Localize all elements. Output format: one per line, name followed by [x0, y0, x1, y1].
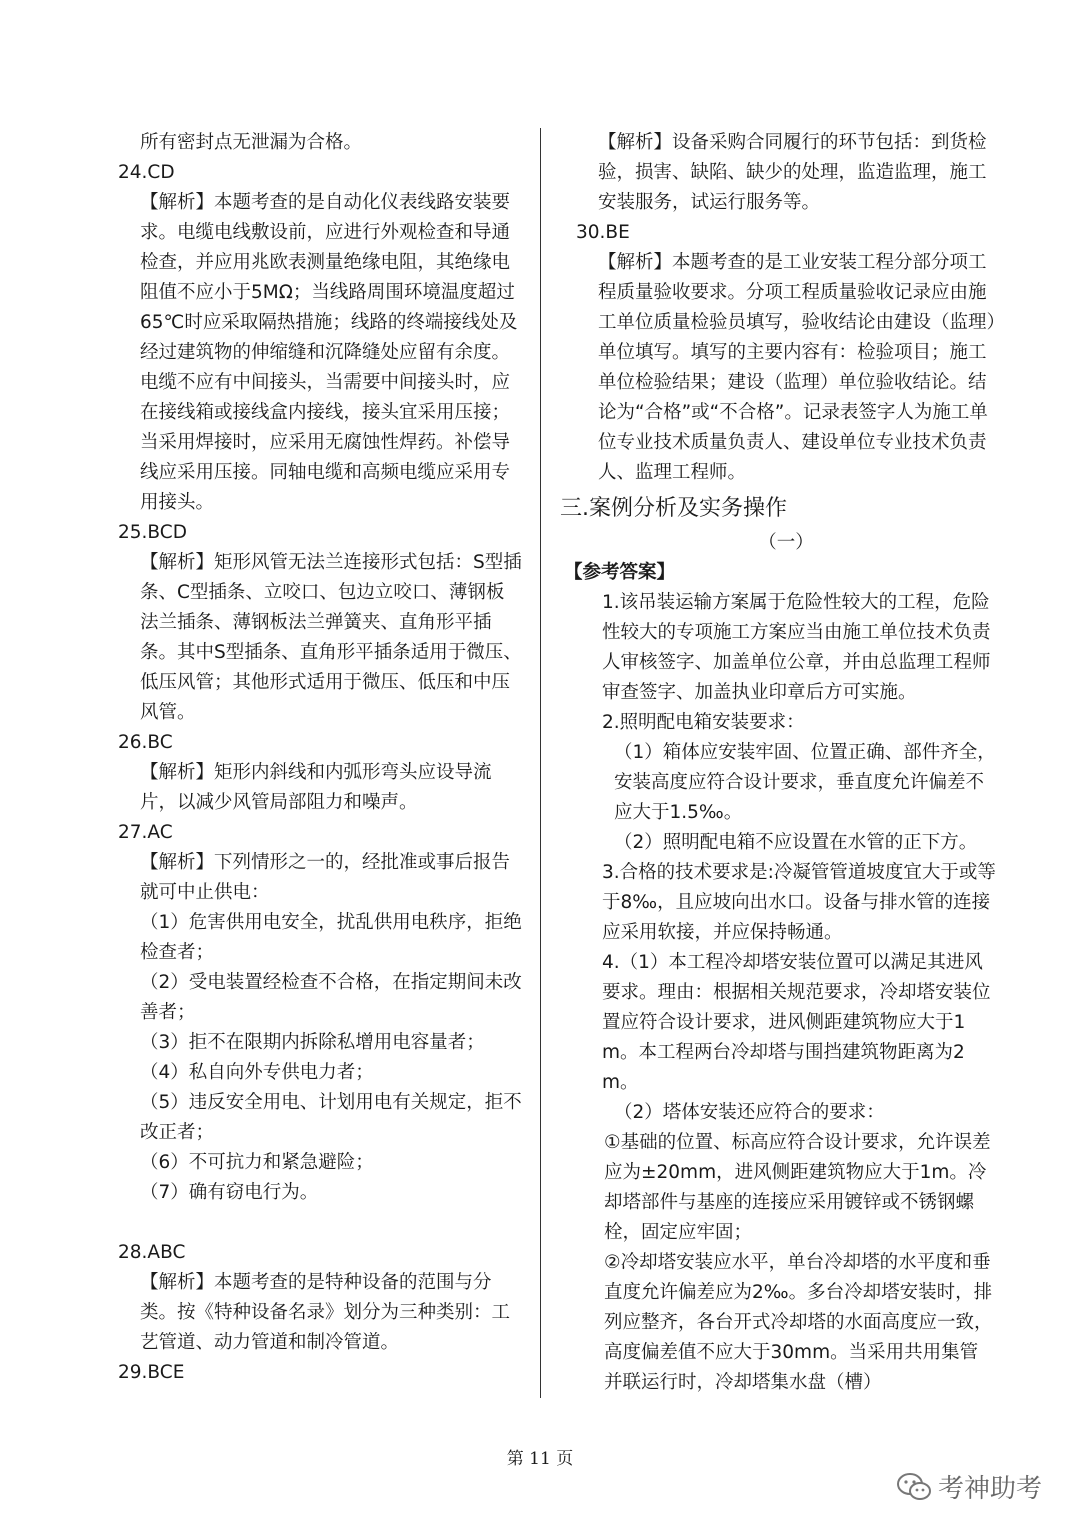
paragraph: （7）确有窃电行为。 [140, 1182, 319, 1203]
paragraph: 【解析】矩形内斜线和内弧形弯头应设导流片，以减少风管局部阻力和噪声。 [140, 762, 492, 813]
case-number: （一） [758, 532, 814, 553]
answer-label: 【参考答案】 [564, 562, 676, 583]
watermark [896, 1468, 1042, 1505]
right-top-content [576, 128, 996, 488]
paragraph: 1.该吊装运输方案属于危险性较大的工程，危险性较大的专项施工方案应当由施工单位技术负责人审核签字、加盖单位公章，并由总监理工程师审查签字、加盖执业印章后方可实施。 [602, 592, 991, 703]
paragraph: 所有密封点无泄漏为合格。 [140, 132, 363, 153]
paragraph: 【解析】下列情形之一的，经批准或事后报告就可中止供电： [140, 852, 511, 903]
paragraph: 【解析】本题考查的是特种设备的范围与分类。按《特种设备名录》划分为三种类别：工艺管道、动力管道和制冷管道。 [140, 1272, 511, 1353]
watermark-text: 考神助考 [937, 1474, 1042, 1504]
paragraph: 4.（1）本工程冷却塔安装位置可以满足其进风要求。理由：根据相关规范要求，冷却塔安装位置应符合设计要求，进风侧距建筑物应大于1m。本工程两台冷却塔与围挡建筑物距离为2m。 [602, 952, 991, 1093]
paragraph: 26.BC [118, 732, 173, 753]
paragraph: （2）受电装置经检查不合格，在指定期间未改善者； [140, 972, 522, 1023]
paragraph: 【解析】设备采购合同履行的环节包括：到货检验，损害、缺陷、缺少的处理，监造监理，施工安装服务，试运行服务等。 [598, 132, 987, 213]
paragraph: 27.AC [118, 822, 173, 843]
paragraph: （1）危害供用电安全，扰乱供用电秩序，拒绝检查者； [140, 912, 522, 963]
paragraph: ②冷却塔安装应水平，单台冷却塔的水平度和垂直度允许偏差应为2‰。多台冷却塔安装时，排列应整齐，各台开式冷却塔的水面高度应一致，高度偏差值不应大于30mm。当采用共用集管并联运行时，冷却塔集水盘（槽） [604, 1252, 993, 1393]
paragraph: （2）塔体安装还应符合的要求： [614, 1102, 885, 1123]
paragraph [118, 1208, 522, 1238]
paragraph: ①基础的位置、标高应符合设计要求，允许误差应为±20mm，进风侧距建筑物应大于1m。冷却塔部件与基座的连接应采用镀锌或不锈钢螺栓，固定应牢固； [604, 1132, 991, 1243]
paragraph: 【解析】矩形风管无法兰连接形式包括：S型插条、C型插条、立咬口、包边立咬口、薄钢板法兰插条、薄钢板法兰弹簧夹、直角形平插条。其中S型插条、直角形平插条适用于微压、低压风管；其他形式适用于微压、低压和中压风管。 [140, 552, 522, 723]
paragraph: 【解析】本题考查的是自动化仪表线路安装要求。电缆电线敷设前，应进行外观检查和导通检查，并应用兆欧表测量绝缘电阻，其绝缘电阻值不应小于5MΩ；当线路周围环境温度超过65℃时应采取隔热措施；线路的终端接线处及经过建筑物的伸缩缝和沉降缝处应留有余度。电缆不应有中间接头，当需要中间接头时，应在接线箱或接线盒内接线，接头宜采用压接；当采用焊接时，应采用无腐蚀性焊药。补偿导线应采用压接。同轴电缆和高频电缆应采用专用接头。 [140, 192, 518, 513]
page-number: 第 11 页 [506, 1449, 574, 1469]
paragraph: 25.BCD [118, 522, 187, 543]
paragraph: 【解析】本题考查的是工业安装工程分部分项工程质量验收要求。分项工程质量验收记录应由施工单位质量检验员填写，验收结论由建设（监理）单位填写。填写的主要内容有：检验项目；施工单位检验结果；建设（监理）单位验收结论。结论为“合格”或“不合格”。记录表签字人为施工单位专业技术质量负责人、建设单位专业技术负责人、监理工程师。 [598, 252, 996, 483]
paragraph: 29.BCE [118, 1362, 185, 1383]
answers-content [576, 588, 996, 1398]
column-divider [540, 128, 541, 1398]
paragraph: （1）箱体应安装牢固、位置正确、部件齐全，安装高度应符合设计要求，垂直度允许偏差不应大于1.5‰。 [614, 742, 996, 823]
paragraph: （3）拒不在限期内拆除私增用电容量者； [140, 1032, 485, 1053]
paragraph: （5）违反安全用电、计划用电有关规定，拒不改正者； [140, 1092, 522, 1143]
right-column [560, 128, 996, 1398]
paragraph: 30.BE [576, 222, 630, 243]
wechat-icon [896, 1472, 932, 1502]
paragraph: （2）照明配电箱不应设置在水管的正下方。 [614, 832, 978, 853]
paragraph: （6）不可抗力和紧急避险； [140, 1152, 374, 1173]
paragraph: 24.CD [118, 162, 175, 183]
paragraph: 3.合格的技术要求是:冷凝管管道坡度宜大于或等于8‰，且应坡向出水口。设备与排水管的连接应采用软接，并应保持畅通。 [602, 862, 996, 943]
paragraph: （4）私自向外专供电力者； [140, 1062, 374, 1083]
paragraph: 28.ABC [118, 1242, 186, 1263]
section-title: 三.案例分析及实务操作 [560, 496, 787, 521]
left-column [118, 128, 522, 1388]
paragraph: 2.照明配电箱安装要求： [602, 712, 805, 733]
